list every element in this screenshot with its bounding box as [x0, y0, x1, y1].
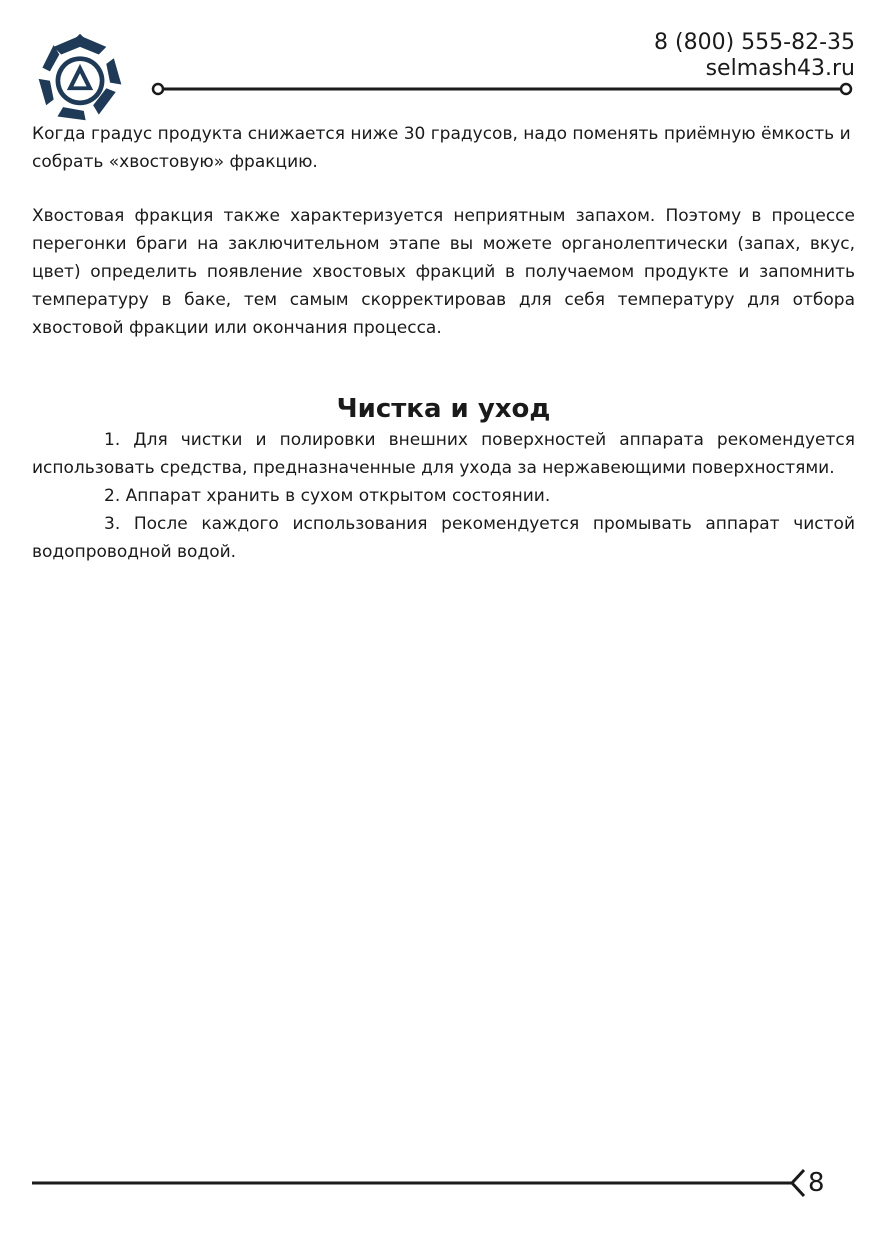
list-item: 3. После каждого использования рекомендуется промывать аппарат чистой водопроводной водой.: [32, 514, 855, 562]
paragraph-tail-fraction-detection: Хвостовая фракция также характеризуется неприятным запахом. Поэтому в процессе перегонки браги на заключительном этапе вы можете органолептически (запах, вкус, цвет) определить появление хвостовых фракций в получаемом продукте и запомнить температуру в баке, тем самым скорректировав для себя температуру для отбора хвостовой фракции или окончания процесса.: [32, 206, 855, 338]
list-item: 1. Для чистки и полировки внешних поверхностей аппарата рекомендуется использовать средства, предназначенные для ухода за нержавеющими поверхностями.: [32, 430, 855, 478]
selmash-logo-icon: [33, 30, 127, 124]
website-link[interactable]: selmash43.ru: [705, 56, 855, 81]
phone-number[interactable]: 8 (800) 555-82-35: [654, 30, 855, 55]
footer-divider: [32, 1166, 807, 1200]
list-item: 2. Аппарат хранить в сухом открытом состоянии.: [104, 486, 551, 506]
section-title-cleaning: Чистка и уход: [336, 394, 551, 424]
page-number: 8: [808, 1168, 825, 1198]
page-content: [32, 120, 855, 566]
paragraph-tail-fraction-change: Когда градус продукта снижается ниже 30 градусов, надо поменять приёмную ёмкость и собрать «хвостовую» фракцию.: [32, 124, 851, 172]
header-divider: [151, 81, 853, 97]
header-contact: [654, 30, 855, 82]
